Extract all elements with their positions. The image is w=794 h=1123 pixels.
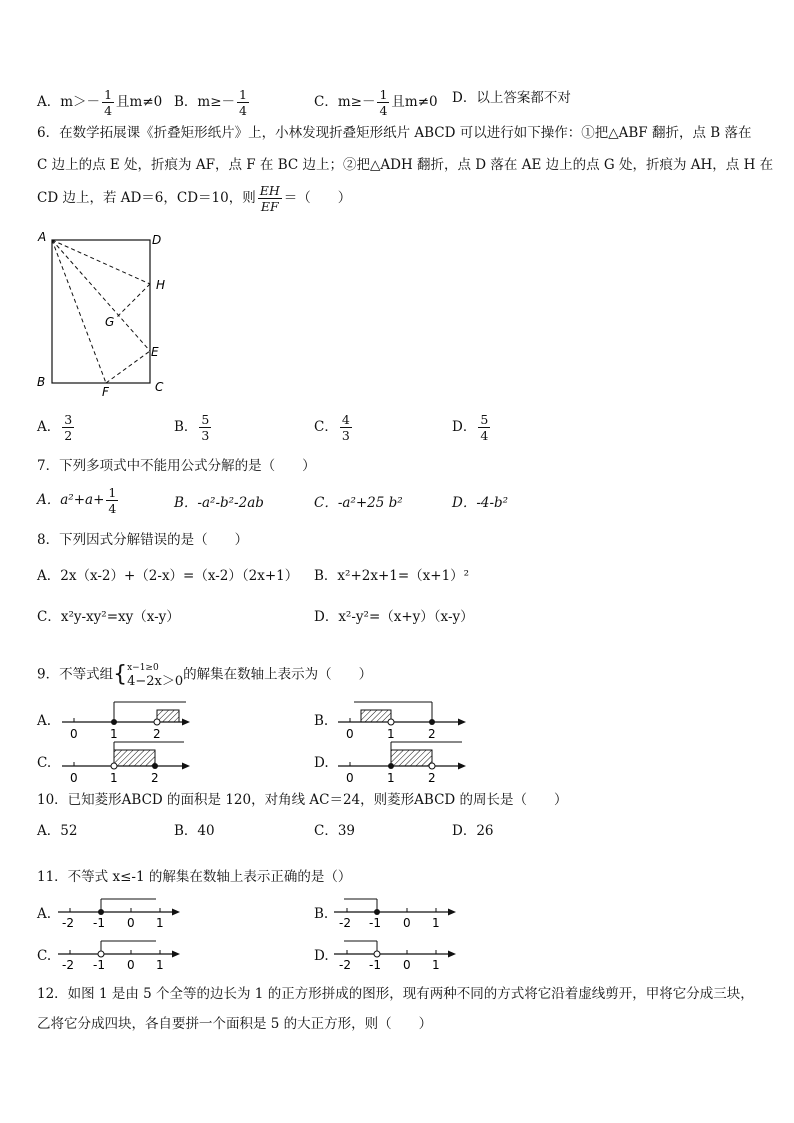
q6-stem-line3-post: ＝（ ） (283, 190, 352, 206)
q6-stem-line1: 6．在数学拓展课《折叠矩形纸片》上，小林发现折叠矩形纸片 ABCD 可以进行如下操作：①把△ABF 翻折，点 B 落在 (37, 125, 752, 141)
q5-option-b[interactable] (174, 87, 251, 118)
label-c: C (155, 380, 164, 394)
q6-option-c-fraction: $\frac{4}{3}$ (341, 412, 350, 443)
q6-option-a[interactable] (37, 412, 76, 443)
q7-option-a-text: A．a²+a+ (37, 492, 105, 508)
q5-option-a-tail: 且m≠0 (116, 94, 163, 110)
q11-option-d-label[interactable]: D. (314, 948, 329, 964)
q5-option-d[interactable] (452, 89, 571, 107)
fold-line-ae (52, 240, 150, 351)
q6-rectangle-figure (30, 225, 190, 400)
svg-text:2: 2 (428, 771, 436, 785)
q9-system (127, 661, 183, 689)
q9-option-a-label[interactable]: A. (37, 713, 52, 729)
svg-text:0: 0 (70, 727, 78, 741)
svg-text:1: 1 (432, 916, 440, 930)
q9-stem (37, 661, 372, 689)
q5-option-b-label: B．m≥－ (174, 94, 236, 110)
svg-text:-2: -2 (62, 916, 74, 930)
svg-text:-2: -2 (339, 916, 351, 930)
q9-system-top: x−1≥0 (127, 663, 159, 673)
fold-line-af (52, 240, 106, 383)
q5-option-a-fraction: $\frac{1}{4}$ (104, 87, 113, 118)
label-g: G (105, 315, 115, 329)
q8-stem: 8．下列因式分解错误的是（ ） (37, 532, 249, 548)
q6-option-d-label: D． (452, 419, 477, 435)
q10-option-a[interactable]: A．52 (37, 823, 78, 839)
q8-option-d[interactable]: D．x²-y²=（x+y）（x-y） (314, 609, 474, 625)
q7-option-b[interactable]: B．-a²-b²-2ab (174, 495, 264, 511)
q11-option-d-numberline[interactable] (334, 938, 464, 974)
label-a: A (38, 230, 47, 244)
svg-text:-2: -2 (62, 958, 74, 972)
svg-text:1: 1 (387, 727, 395, 741)
svg-text:0: 0 (127, 958, 135, 972)
q7-option-d[interactable]: D．-4-b² (452, 495, 509, 511)
q6-stem-line3-pre: CD 边上，若 AD＝6，CD＝10，则 (37, 190, 256, 206)
svg-text:0: 0 (70, 771, 78, 785)
q10-option-b[interactable]: B．40 (174, 823, 215, 839)
q5-option-d-label: D．以上答案都不对 (452, 90, 571, 106)
q10-option-d[interactable]: D．26 (452, 823, 494, 839)
svg-text:1: 1 (387, 771, 395, 785)
svg-text:1: 1 (432, 958, 440, 972)
q5-option-a[interactable] (37, 87, 162, 118)
q5-option-c-label: C．m≥－ (314, 94, 376, 110)
q9-system-brace: { (113, 662, 128, 687)
label-e: E (151, 345, 159, 359)
q11-option-c-label[interactable]: C. (37, 948, 52, 964)
q6-option-d-fraction: $\frac{5}{4}$ (480, 412, 489, 443)
svg-text:0: 0 (403, 916, 411, 930)
q6-stem-line3 (37, 183, 351, 214)
q11-option-a-numberline[interactable] (58, 896, 188, 932)
q6-option-b-fraction: $\frac{5}{3}$ (201, 412, 210, 443)
fold-line-ah (52, 240, 150, 284)
q9-stem-pre: 9．不等式组 (37, 666, 114, 683)
q9-system-bottom: 4−2x＞0 (127, 674, 184, 689)
svg-text:1: 1 (110, 771, 118, 785)
q10-stem: 10．已知菱形ABCD 的面积是 120，对角线 AC＝24，则菱形ABCD 的周长是（ ） (37, 792, 568, 808)
q8-option-a[interactable]: A．2x（x-2）+（2-x）=（x-2）（2x+1） (37, 568, 299, 584)
q6-option-b[interactable] (174, 412, 213, 443)
q5-option-c[interactable] (314, 87, 438, 118)
svg-text:2: 2 (428, 727, 436, 741)
q6-option-c[interactable] (314, 412, 354, 443)
q11-option-c-numberline[interactable] (58, 938, 188, 974)
q9-option-b-label[interactable]: B. (314, 713, 329, 729)
svg-text:1: 1 (110, 727, 118, 741)
q6-option-d[interactable] (452, 412, 492, 443)
fold-line-fe (106, 351, 150, 383)
label-b: B (37, 375, 46, 389)
q11-stem: 11．不等式 x≤-1 的解集在数轴上表示正确的是（） (37, 869, 352, 885)
svg-text:0: 0 (403, 958, 411, 972)
q9-option-c-numberline[interactable] (58, 740, 198, 786)
q9-option-b-numberline[interactable] (334, 696, 474, 742)
label-d: D (152, 233, 162, 247)
q6-option-a-fraction: $\frac{3}{2}$ (64, 412, 73, 443)
q9-option-d-numberline[interactable] (334, 740, 474, 786)
q12-stem-line2: 乙将它分成四块，各自要拼一个面积是 5 的大正方形，则（ ） (37, 1016, 433, 1032)
svg-text:0: 0 (346, 727, 354, 741)
q9-option-a-numberline[interactable] (58, 696, 198, 742)
q5-option-a-label: A．m＞－ (37, 94, 101, 110)
svg-text:-1: -1 (369, 916, 381, 930)
svg-text:-1: -1 (93, 916, 105, 930)
q8-option-c[interactable]: C．x²y-xy²=xy（x-y） (37, 609, 180, 625)
q6-option-b-label: B． (174, 419, 198, 435)
svg-text:2: 2 (151, 771, 159, 785)
q6-stem-line2: C 边上的点 E 处，折痕为 AF，点 F 在 BC 边上；②把△ADH 翻折，点 D 落在 AE 边上的点 G 处，折痕为 AH，点 H 在 (37, 157, 774, 173)
svg-text:0: 0 (346, 771, 354, 785)
svg-text:-1: -1 (93, 958, 105, 972)
label-h: H (156, 278, 166, 292)
q6-option-a-label: A． (37, 419, 61, 435)
q7-option-a[interactable] (37, 485, 120, 516)
q9-option-c-label[interactable]: C. (37, 755, 52, 771)
q7-option-c[interactable]: C．-a²+25 b² (314, 495, 403, 511)
q6-ratio-fraction: $\frac{EH}{EF}$ (259, 183, 280, 214)
q7-stem: 7．下列多项式中不能用公式分解的是（ ） (37, 458, 316, 474)
svg-text:2: 2 (153, 727, 161, 741)
q9-stem-post: 的解集在数轴上表示为（ ） (183, 666, 373, 683)
svg-text:1: 1 (156, 958, 164, 972)
q7-option-a-fraction: $\frac{1}{4}$ (108, 485, 117, 516)
q5-option-c-tail: 且m≠0 (391, 94, 438, 110)
q12-stem-line1: 12．如图 1 是由 5 个全等的边长为 1 的正方形拼成的图形，现有两种不同的方式将它沿着虚线剪开，甲将它分成三块， (37, 986, 754, 1002)
q9-option-d-label[interactable]: D. (314, 755, 329, 771)
svg-text:0: 0 (127, 916, 135, 930)
q10-option-c[interactable]: C．39 (314, 823, 356, 839)
q11-option-b-label[interactable]: B. (314, 906, 329, 922)
q5-option-b-fraction: $\frac{1}{4}$ (239, 87, 247, 118)
label-f: F (102, 385, 109, 399)
q11-option-a-label[interactable]: A. (37, 906, 52, 922)
svg-text:-1: -1 (369, 958, 381, 972)
fold-line-hg (117, 284, 150, 317)
q11-option-b-numberline[interactable] (334, 896, 464, 932)
q6-option-c-label: C． (314, 419, 338, 435)
q8-option-b[interactable]: B．x²+2x+1=（x+1）² (314, 568, 470, 584)
svg-text:-2: -2 (339, 958, 351, 972)
svg-text:1: 1 (156, 916, 164, 930)
q5-option-c-fraction: $\frac{1}{4}$ (379, 87, 388, 118)
